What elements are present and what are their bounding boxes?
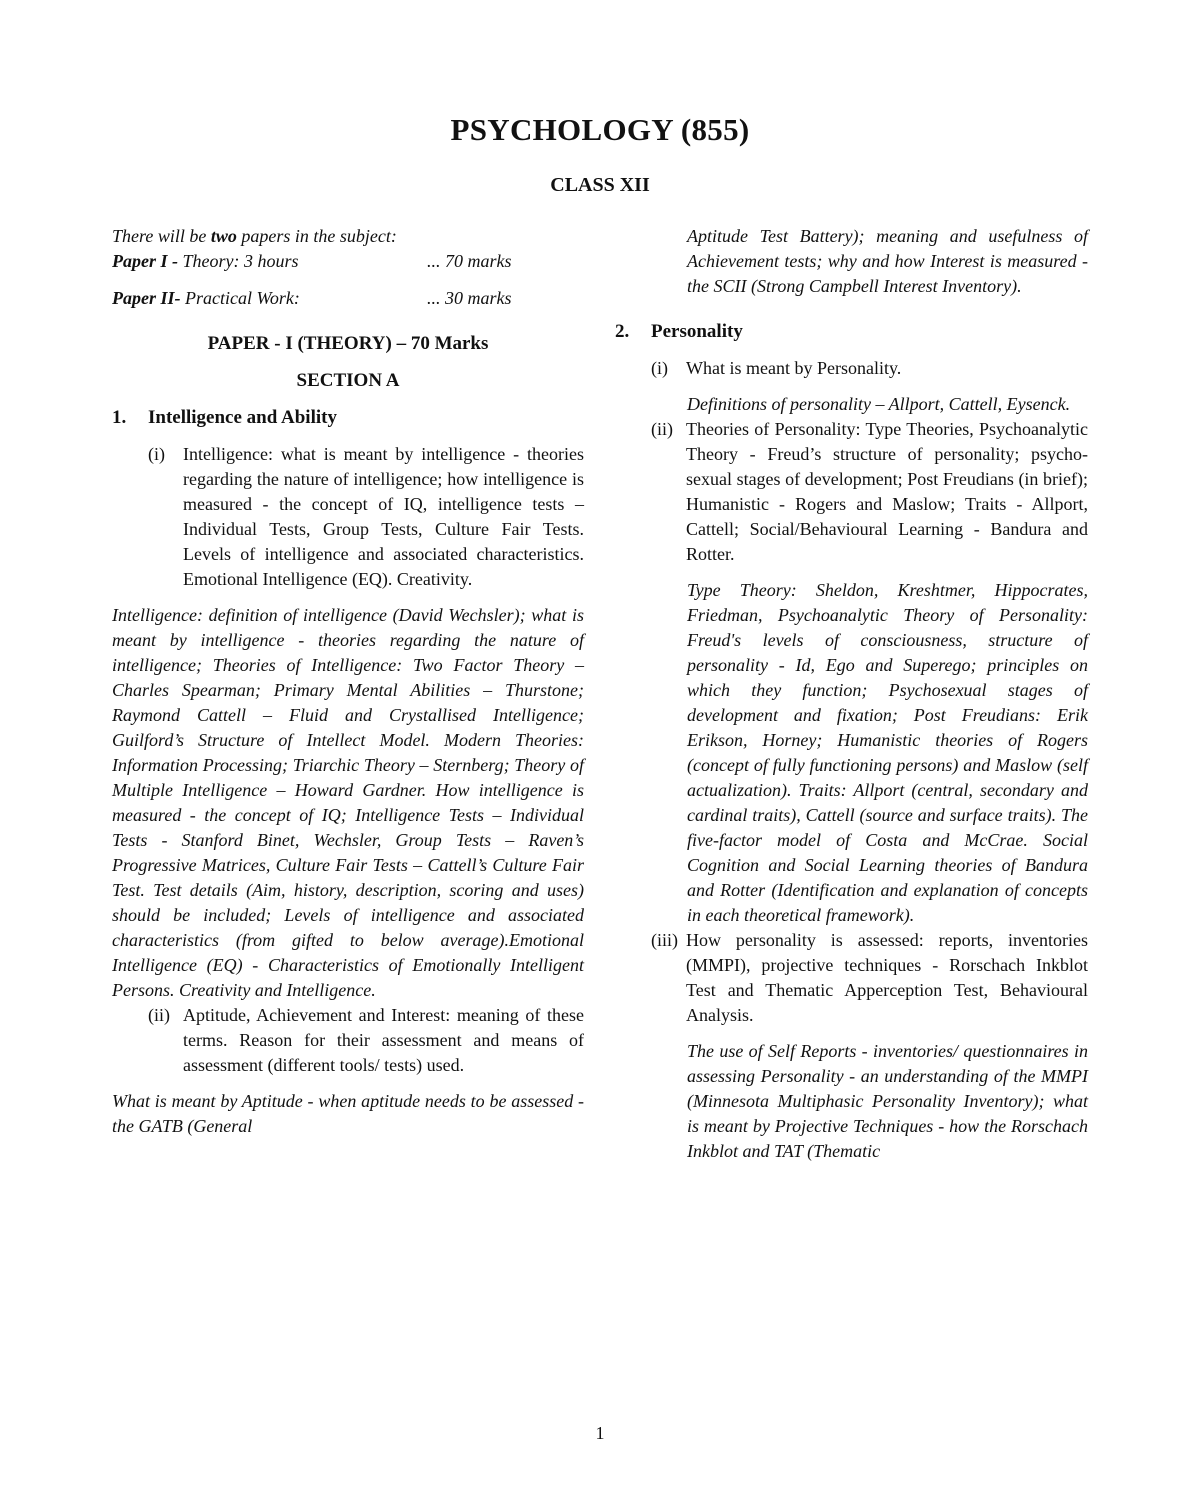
topic-2-item-ii — [651, 417, 1088, 567]
item-numeral: (ii) — [148, 1005, 170, 1025]
item-numeral: (iii) — [651, 930, 678, 950]
item-text: How personality is assessed: reports, inventories (MMPI), projective techniques - Rorschach Inkblot Test and Thematic Apperception Test, Behavioural Analysis. — [686, 930, 1088, 1025]
item-numeral: (i) — [651, 358, 668, 378]
topic-2-item-iii-detail: The use of Self Reports - inventories/ questionnaires in assessing Personality - an understanding of the MMPI (Minnesota Multiphasic Personality Inventory); what is meant by Projective Techniques - how the Rorschach Inkblot and TAT (Thematic — [687, 1041, 1088, 1161]
topic-2-item-i-detail: Definitions of personality – Allport, Cattell, Eysenck. — [687, 394, 1071, 414]
right-column — [615, 224, 1088, 1164]
item-text: Theories of Personality: Type Theories, Psychoanalytic Theory - Freud’s structure of personality; psycho-sexual stages of development; Post Freudians (in brief); Humanistic - Rogers and Maslow; Traits - Allport, Cattell; Social/Behavioural Learning - Bandura and Rotter. — [686, 419, 1088, 564]
paper-2-label: Paper II- — [112, 288, 185, 308]
document-title: PSYCHOLOGY (855) — [450, 112, 750, 147]
item-numeral: (ii) — [651, 419, 673, 439]
topic-1-item-ii-detail: What is meant by Aptitude - when aptitude needs to be assessed - the GATB (General — [112, 1091, 584, 1136]
item-text: Intelligence: what is meant by intelligence - theories regarding the nature of intelligence; how intelligence is measured - the concept of IQ, intelligence tests – Individual Tests, Group Tests, Culture Fair Tests. Levels of intelligence and associated characteristics. Emotional Intelligence (EQ). Creativity. — [183, 444, 584, 589]
class-heading: CLASS XII — [550, 174, 650, 196]
topic-2-heading — [615, 319, 1088, 344]
paper-2-marks: ... 30 marks — [427, 288, 512, 308]
left-column — [112, 224, 584, 1139]
paper-heading: PAPER - I (THEORY) – 70 Marks — [207, 333, 489, 354]
topic-2-item-ii-detail: Type Theory: Sheldon, Kreshtmer, Hippocrates, Friedman, Psychoanalytic Theory of Personality: Freud's levels of consciousness, structure of personality - Id, Ego and Superego; principles on which they function; Psychosexual stages of development and fixation; Post Freudians: Erik Erikson, Horney; Humanistic theories of Rogers (concept of fully functioning persons) and Maslow (self actualization). Traits: Allport (central, secondary and cardinal traits), Cattell (source and surface traits). The five-factor model of Costa and McCrae. Social Cognition and Social Learning theories of Bandura and Rotter (Identification and explanation of concepts in each theoretical framework). — [687, 580, 1088, 925]
paper-1-line — [112, 249, 584, 274]
item-text: Aptitude, Achievement and Interest: meaning of these terms. Reason for their assessment and means of assessment (different tools/ tests) used. — [183, 1005, 584, 1075]
topic-2-item-i — [651, 356, 1088, 381]
topic-1-title: Intelligence and Ability — [148, 407, 337, 428]
paper-1-label: Paper I - — [112, 251, 183, 271]
intro-line — [112, 224, 584, 249]
intro-pre: There will be — [112, 226, 211, 246]
paper-1-marks: ... 70 marks — [427, 251, 512, 271]
topic-1-heading — [112, 405, 584, 430]
topic-2-item-iii — [651, 928, 1088, 1028]
page-number: 1 — [595, 1423, 605, 1443]
topic-1-number: 1. — [112, 407, 127, 428]
topic-1-item-ii — [148, 1003, 584, 1078]
topic-2-number: 2. — [615, 321, 630, 342]
intro-post: papers in the subject: — [236, 226, 397, 246]
item-numeral: (i) — [148, 444, 165, 464]
paper-2-desc: Practical Work: — [185, 288, 300, 308]
paper-1-desc: Theory: 3 hours — [182, 251, 299, 271]
topic-1-item-i — [148, 442, 584, 592]
topic-2-title: Personality — [651, 321, 743, 342]
topic-1-item-i-detail: Intelligence: definition of intelligence (David Wechsler); what is meant by intelligence - theories regarding the nature of intelligence; Theories of Intelligence: Two Factor Theory – Charles Spearman; Primary Mental Abilities – Thurstone; Raymond Cattell – Fluid and Crystallised Intelligence; Guilford’s Structure of Intellect Model. Modern Theories: Information Processing; Triarchic Theory – Sternberg; Theory of Multiple Intelligence – Howard Gardner. How intelligence is measured - the concept of IQ; Intelligence Tests – Individual Tests - Stanford Binet, Wechsler, Group Tests – Raven’s Progressive Matrices, Culture Fair Tests – Cattell’s Culture Fair Test. Test details (Aim, history, description, scoring and uses) should be included; Levels of intelligence and associated characteristics (from gifted to below average).Emotional Intelligence (EQ) - Characteristics of Emotionally Intelligent Persons. Creativity and Intelligence. — [112, 605, 584, 1000]
intro-bold: two — [210, 226, 237, 246]
item-text: What is meant by Personality. — [686, 358, 902, 378]
paper-2-line — [112, 286, 584, 311]
section-heading: SECTION A — [296, 370, 400, 391]
topic-1-item-ii-detail-continued: Aptitude Test Battery); meaning and usefulness of Achievement tests; why and how Interest is measured - the SCII (Strong Campbell Interest Inventory). — [687, 226, 1088, 296]
